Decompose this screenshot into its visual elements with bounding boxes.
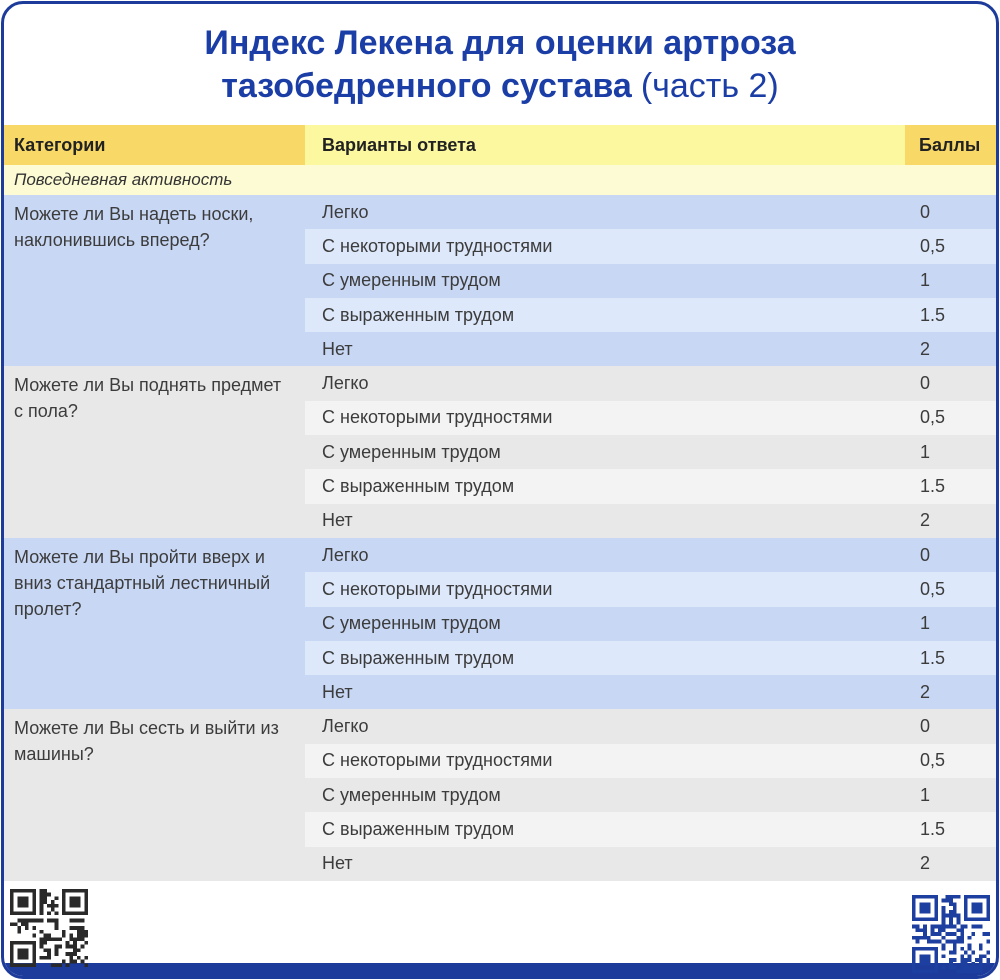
answers-list <box>305 709 996 880</box>
answer-row <box>305 778 996 812</box>
answer-row <box>305 641 996 675</box>
answer-row <box>305 709 996 743</box>
answer-label: С выраженным трудом <box>322 304 515 325</box>
answer-score: 2 <box>920 338 931 359</box>
answer-label: С умеренным трудом <box>322 270 501 291</box>
answer-score: 1.5 <box>920 818 946 839</box>
title-line2-suffix: (часть 2) <box>640 66 779 105</box>
answer-score: 2 <box>920 510 931 531</box>
answer-score: 1.5 <box>920 476 946 497</box>
answer-row <box>305 229 996 263</box>
question-group-3 <box>4 538 996 709</box>
answer-score: 0 <box>920 716 931 737</box>
answer-label: С некоторыми трудностями <box>322 407 553 428</box>
answer-label: Легко <box>322 373 369 394</box>
answer-score: 0,5 <box>920 235 946 256</box>
answer-row <box>305 675 996 709</box>
answer-row <box>305 401 996 435</box>
answer-score: 0 <box>920 201 931 222</box>
column-header-scores: Баллы <box>905 125 996 165</box>
answer-row <box>305 744 996 778</box>
answer-row <box>305 298 996 332</box>
column-header-categories: Категории <box>4 125 305 165</box>
answer-row <box>305 847 996 881</box>
answer-row <box>305 812 996 846</box>
question-groups <box>4 195 996 881</box>
answers-list <box>305 195 996 366</box>
answer-label: С умеренным трудом <box>322 613 501 634</box>
answer-score: 0,5 <box>920 578 946 599</box>
question-group-1 <box>4 195 996 366</box>
answer-score: 1.5 <box>920 304 946 325</box>
qr-code-icon-right <box>912 895 990 973</box>
answer-label: С выраженным трудом <box>322 476 515 497</box>
question-group-4 <box>4 709 996 880</box>
answer-row <box>305 195 996 229</box>
answer-score: 2 <box>920 681 931 702</box>
answer-row <box>305 572 996 606</box>
answer-score: 1 <box>920 270 931 291</box>
answers-list <box>305 538 996 709</box>
answer-label: С выраженным трудом <box>322 647 515 668</box>
answer-label: Нет <box>322 853 353 874</box>
answer-label: С некоторыми трудностями <box>322 578 553 599</box>
title-line2 <box>221 65 778 108</box>
answer-row <box>305 332 996 366</box>
answer-label: Нет <box>322 510 353 531</box>
answer-score: 0 <box>920 373 931 394</box>
answer-label: Нет <box>322 338 353 359</box>
column-header-answers: Варианты ответа <box>305 125 905 165</box>
answer-score: 0 <box>920 544 931 565</box>
title-line2-bold: тазобедренного сустава <box>221 66 632 105</box>
answer-row <box>305 504 996 538</box>
table-header-row <box>4 125 996 165</box>
section-label: Повседневная активность <box>4 165 996 195</box>
answer-row <box>305 435 996 469</box>
answer-row <box>305 607 996 641</box>
questionnaire-card <box>1 1 999 979</box>
answer-row <box>305 366 996 400</box>
answer-label: Нет <box>322 681 353 702</box>
qr-code-icon-left <box>10 889 88 967</box>
answer-score: 1 <box>920 613 931 634</box>
answers-list <box>305 366 996 537</box>
question-text: Можете ли Вы сесть и выйти из машины? <box>14 718 279 765</box>
answer-label: С некоторыми трудностями <box>322 750 553 771</box>
answer-row <box>305 538 996 572</box>
answer-score: 0,5 <box>920 750 946 771</box>
question-text: Можете ли Вы поднять предмет с пола? <box>14 375 282 422</box>
answer-label: С умеренным трудом <box>322 784 501 805</box>
answer-score: 1 <box>920 784 931 805</box>
answer-row <box>305 264 996 298</box>
answer-label: С выраженным трудом <box>322 818 515 839</box>
answer-score: 1 <box>920 441 931 462</box>
answer-score: 1.5 <box>920 647 946 668</box>
answer-label: С умеренным трудом <box>322 441 501 462</box>
answer-score: 0,5 <box>920 407 946 428</box>
answer-label: Легко <box>322 716 369 737</box>
answer-label: Легко <box>322 201 369 222</box>
question-group-2 <box>4 366 996 537</box>
answer-row <box>305 469 996 503</box>
answer-score: 2 <box>920 853 931 874</box>
page-title <box>4 4 996 125</box>
question-text: Можете ли Вы надеть носки, наклонившись вперед? <box>14 204 254 250</box>
bottom-accent-bar <box>4 963 996 976</box>
answer-label: Легко <box>322 544 369 565</box>
title-line1: Индекс Лекена для оценки артроза <box>204 23 796 62</box>
question-text: Можете ли Вы пройти вверх и вниз стандартный лестничный пролет? <box>14 546 271 619</box>
answer-label: С некоторыми трудностями <box>322 235 553 256</box>
